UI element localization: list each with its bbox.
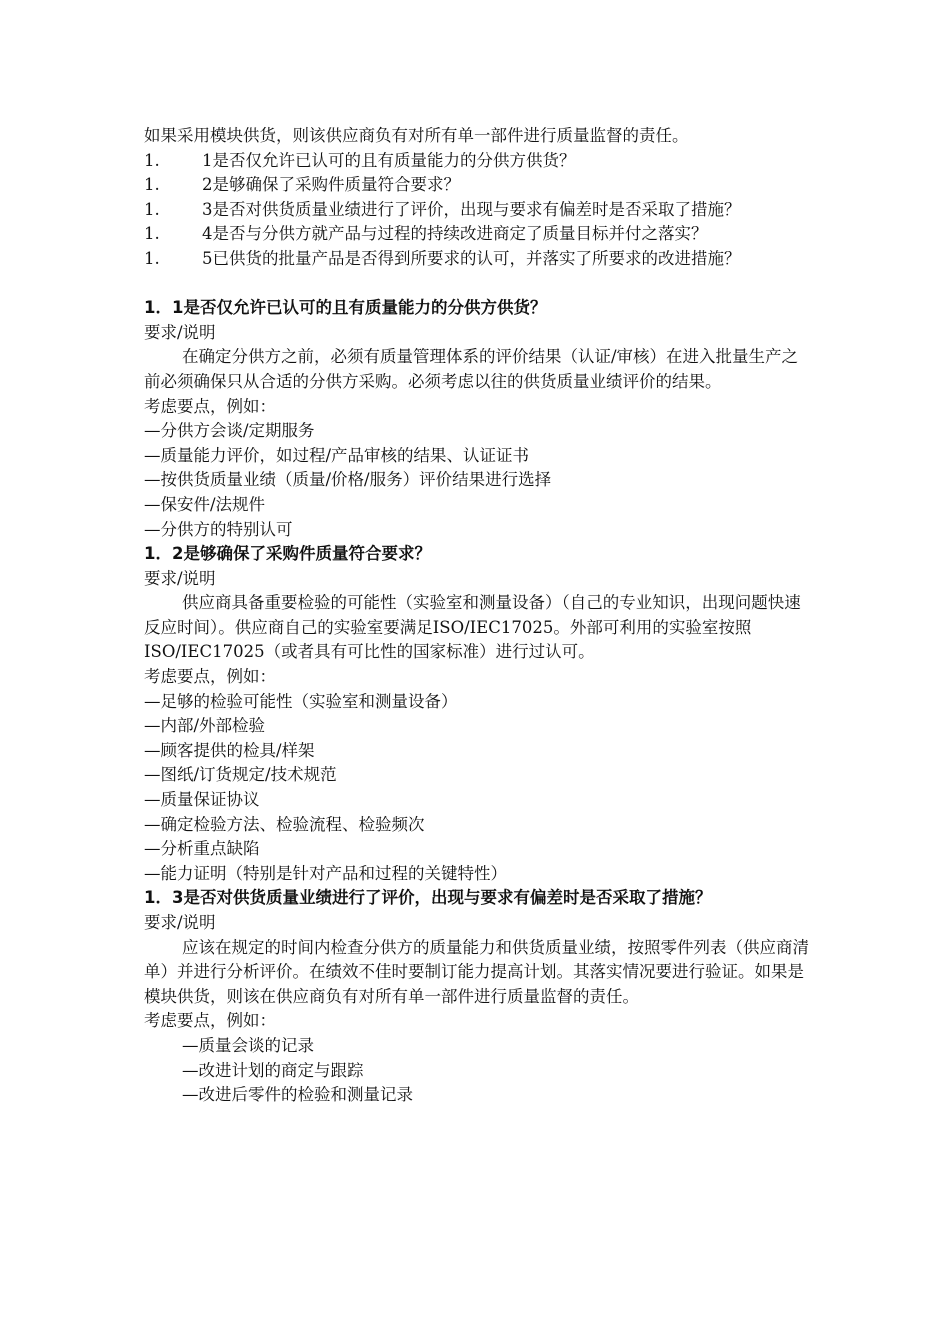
point-item: —改进计划的商定与跟踪 <box>182 1060 364 1080</box>
toc-item <box>144 222 810 247</box>
toc-number: 1. <box>144 175 160 195</box>
toc-item <box>144 198 810 223</box>
section-heading: 1．1是否仅允许已认可的且有质量能力的分供方供货？ <box>144 298 547 318</box>
points-label: 考虑要点，例如： <box>144 396 276 416</box>
point-item: —按供货质量业绩（质量/价格/服务）评价结果进行选择 <box>144 470 552 490</box>
points-label: 考虑要点，例如： <box>144 1011 276 1031</box>
point-item: —顾客提供的检具/样架 <box>144 740 315 760</box>
toc-number: 1. <box>144 150 160 170</box>
point-item: —确定检验方法、检验流程、检验频次 <box>144 814 425 834</box>
point-item: —改进后零件的检验和测量记录 <box>182 1085 413 1105</box>
toc-item <box>144 173 810 198</box>
toc-text: 4是否与分供方就产品与过程的持续改进商定了质量目标并付之落实？ <box>202 224 708 244</box>
toc-item <box>144 149 810 174</box>
point-item: —质量保证协议 <box>144 790 260 810</box>
toc-text: 3是否对供货质量业绩进行了评价，出现与要求有偏差时是否采取了措施？ <box>202 199 741 219</box>
requirement-text: 供应商具备重要检验的可能性（实验室和测量设备）（自己的专业知识，出现问题快速反应时间）。供应商自己的实验室要满足ISO/IEC17025。外部可利用的实验室按照ISO/IEC17025（或者具有可比性的国家标准）进行过认可。 <box>144 593 801 662</box>
requirement-text: 应该在规定的时间内检查分供方的质量能力和供货质量业绩，按照零件列表（供应商清单）并进行分析评价。在绩效不佳时要制订能力提高计划。其落实情况要进行验证。如果是模块供货，则该在供应商负有对所有单一部件进行质量监督的责任。 <box>144 937 809 1006</box>
point-item: —质量会谈的记录 <box>182 1035 314 1055</box>
requirement-label: 要求/说明 <box>144 568 216 588</box>
toc-text: 5已供货的批量产品是否得到所要求的认可，并落实了所要求的改进措施？ <box>202 248 741 268</box>
points-label: 考虑要点，例如： <box>144 667 276 687</box>
point-item: —足够的检验可能性（实验室和测量设备） <box>144 691 458 711</box>
toc-text: 1是否仅允许已认可的且有质量能力的分供方供货？ <box>202 150 576 170</box>
point-item: —图纸/订货规定/技术规范 <box>144 765 337 785</box>
section-heading: 1．2是够确保了采购件质量符合要求？ <box>144 544 431 564</box>
toc-number: 1. <box>144 199 160 219</box>
toc-text: 2是够确保了采购件质量符合要求？ <box>202 175 460 195</box>
requirement-text: 在确定分供方之前，必须有质量管理体系的评价结果（认证/审核）在进入批量生产之前必须确保只从合适的分供方采购。必须考虑以往的供货质量业绩评价的结果。 <box>144 347 799 391</box>
point-item: —保安件/法规件 <box>144 494 266 514</box>
document-page <box>144 124 810 1108</box>
toc-number: 1. <box>144 248 160 268</box>
spacer <box>144 272 810 297</box>
toc-list <box>144 149 810 272</box>
section-heading: 1．3是否对供货质量业绩进行了评价，出现与要求有偏差时是否采取了措施？ <box>144 888 712 908</box>
requirement-label: 要求/说明 <box>144 913 216 932</box>
requirement-label: 要求/说明 <box>144 322 216 342</box>
point-item: —质量能力评价，如过程/产品审核的结果、认证证书 <box>144 445 530 465</box>
intro-paragraph: 如果采用模块供货，则该供应商负有对所有单一部件进行质量监督的责任。 <box>144 126 689 145</box>
point-item: —分供方会谈/定期服务 <box>144 421 315 441</box>
toc-item <box>144 247 810 272</box>
point-item: —分析重点缺陷 <box>144 839 260 859</box>
toc-number: 1. <box>144 224 160 244</box>
point-item: —内部/外部检验 <box>144 716 266 736</box>
point-item: —能力证明（特别是针对产品和过程的关键特性） <box>144 863 507 883</box>
point-item: —分供方的特别认可 <box>144 519 293 539</box>
